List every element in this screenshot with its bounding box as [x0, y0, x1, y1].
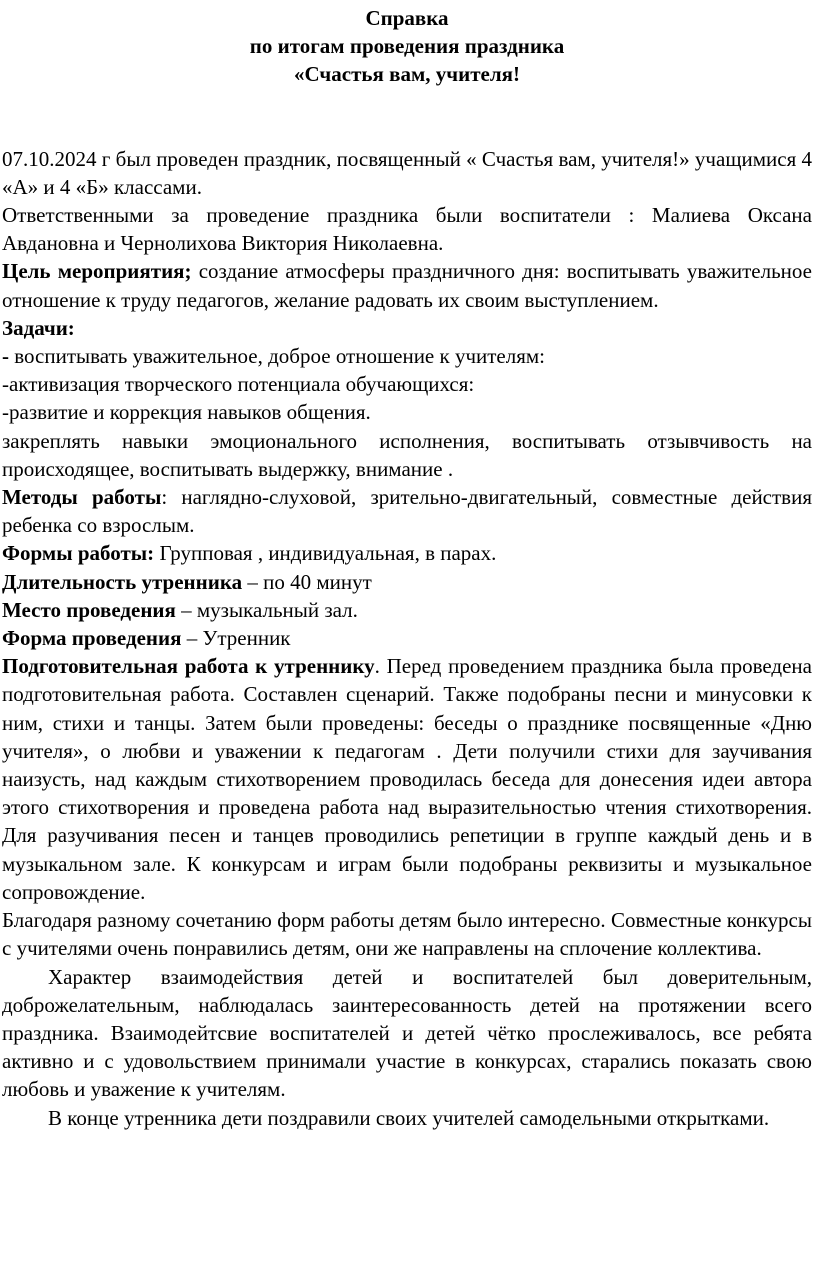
- document-title: [2, 4, 812, 89]
- paragraph-responsible: Ответственными за проведение праздника были воспитатели : Малиева Оксана Авдановна и Чернолихова Виктория Николаевна.: [2, 203, 812, 256]
- title-line-3: «Счастья вам, учителя!: [294, 62, 520, 87]
- title-spacer: [2, 89, 812, 145]
- format-label: Форма проведения: [2, 626, 182, 651]
- forms-text: Групповая , индивидуальная, в парах.: [154, 541, 497, 566]
- paragraph-place: [2, 596, 812, 624]
- paragraph-forms: [2, 539, 812, 567]
- paragraph-variety: Благодаря разному сочетанию форм работы детям было интересно. Совместные конкурсы с учителями очень понравились детям, они же направлены на сплочение коллектива.: [2, 908, 812, 961]
- duration-text: – по 40 минут: [242, 569, 372, 594]
- place-label: Место проведения: [2, 597, 176, 622]
- goal-label: Цель мероприятия;: [2, 259, 192, 284]
- task-item-3: -развитие и коррекция навыков общения.: [2, 400, 371, 425]
- forms-label: Формы работы:: [2, 541, 155, 566]
- place-text: – музыкальный зал.: [175, 597, 358, 622]
- paragraph-format: [2, 624, 812, 652]
- format-text: – Утренник: [181, 626, 291, 651]
- paragraph-character: Характер взаимодействия детей и воспитателей был доверительным, доброжелательным, наблюдалась заинтересованность детей на протяжении всего праздника. Взаимодейтсвие воспитателей и детей чётко прослеживалось, все ребята активно и с удовольствием принимали участие в конкурсах, старались показать свою любовь и уважение к учителям.: [2, 964, 812, 1102]
- paragraph-methods: [2, 483, 812, 539]
- paragraph-date: 07.10.2024 г был проведен праздник, посвященный « Счастья вам, учителя!» учащимися 4 «А» и 4 «Б» классами.: [2, 146, 812, 199]
- paragraph-duration: [2, 568, 812, 596]
- duration-label: Длительность утренника: [2, 569, 243, 594]
- methods-label: Методы работы: [2, 485, 162, 510]
- task-item-2: -активизация творческого потенциала обучающихся:: [2, 372, 475, 397]
- prep-label: Подготовительная работа к утреннику: [2, 654, 375, 679]
- paragraph-end: В конце утренника дети поздравили своих учителей самодельными открытками.: [48, 1105, 770, 1130]
- goal-text: создание атмосферы праздничного дня: воспитывать уважительное отношение к труду педагогов, желание радовать их своим выступлением.: [2, 259, 812, 312]
- task-item-4: закреплять навыки эмоционального исполнения, воспитывать отзывчивость на происходящее, воспитывать выдержку, внимание .: [2, 428, 812, 481]
- paragraph-preparation: [2, 652, 812, 906]
- task-item-1: - воспитывать уважительное, доброе отношение к учителям:: [2, 344, 546, 369]
- title-line-1: Справка: [365, 6, 449, 30]
- prep-text: . Перед проведением праздника была проведена подготовительная работа. Составлен сценарий. Также подобраны песни и минусовки к ним, стихи и танцы. Затем были проведены: беседы о празднике посвященные «Дню учителя», о любви и уважении к педагогам . Дети получили стихи для заучивания наизусть, над каждым стихотворением проводилась беседа для донесения идеи автора этого стихотворения и проведена работа над выразительностью чтения стихотворения. Для разучивания песен и танцев проводились репетиции в группе каждый день и в музыкальном зале. К конкурсам и играм были подобраны реквизиты и музыкальное сопровождение.: [2, 654, 812, 904]
- title-line-2: по итогам проведения праздника: [249, 34, 565, 59]
- methods-text: : наглядно-слуховой, зрительно-двигательный, совместные действия ребенка со взрослым.: [2, 485, 812, 538]
- tasks-heading: Задачи:: [2, 315, 75, 340]
- paragraph-goal: [2, 257, 812, 313]
